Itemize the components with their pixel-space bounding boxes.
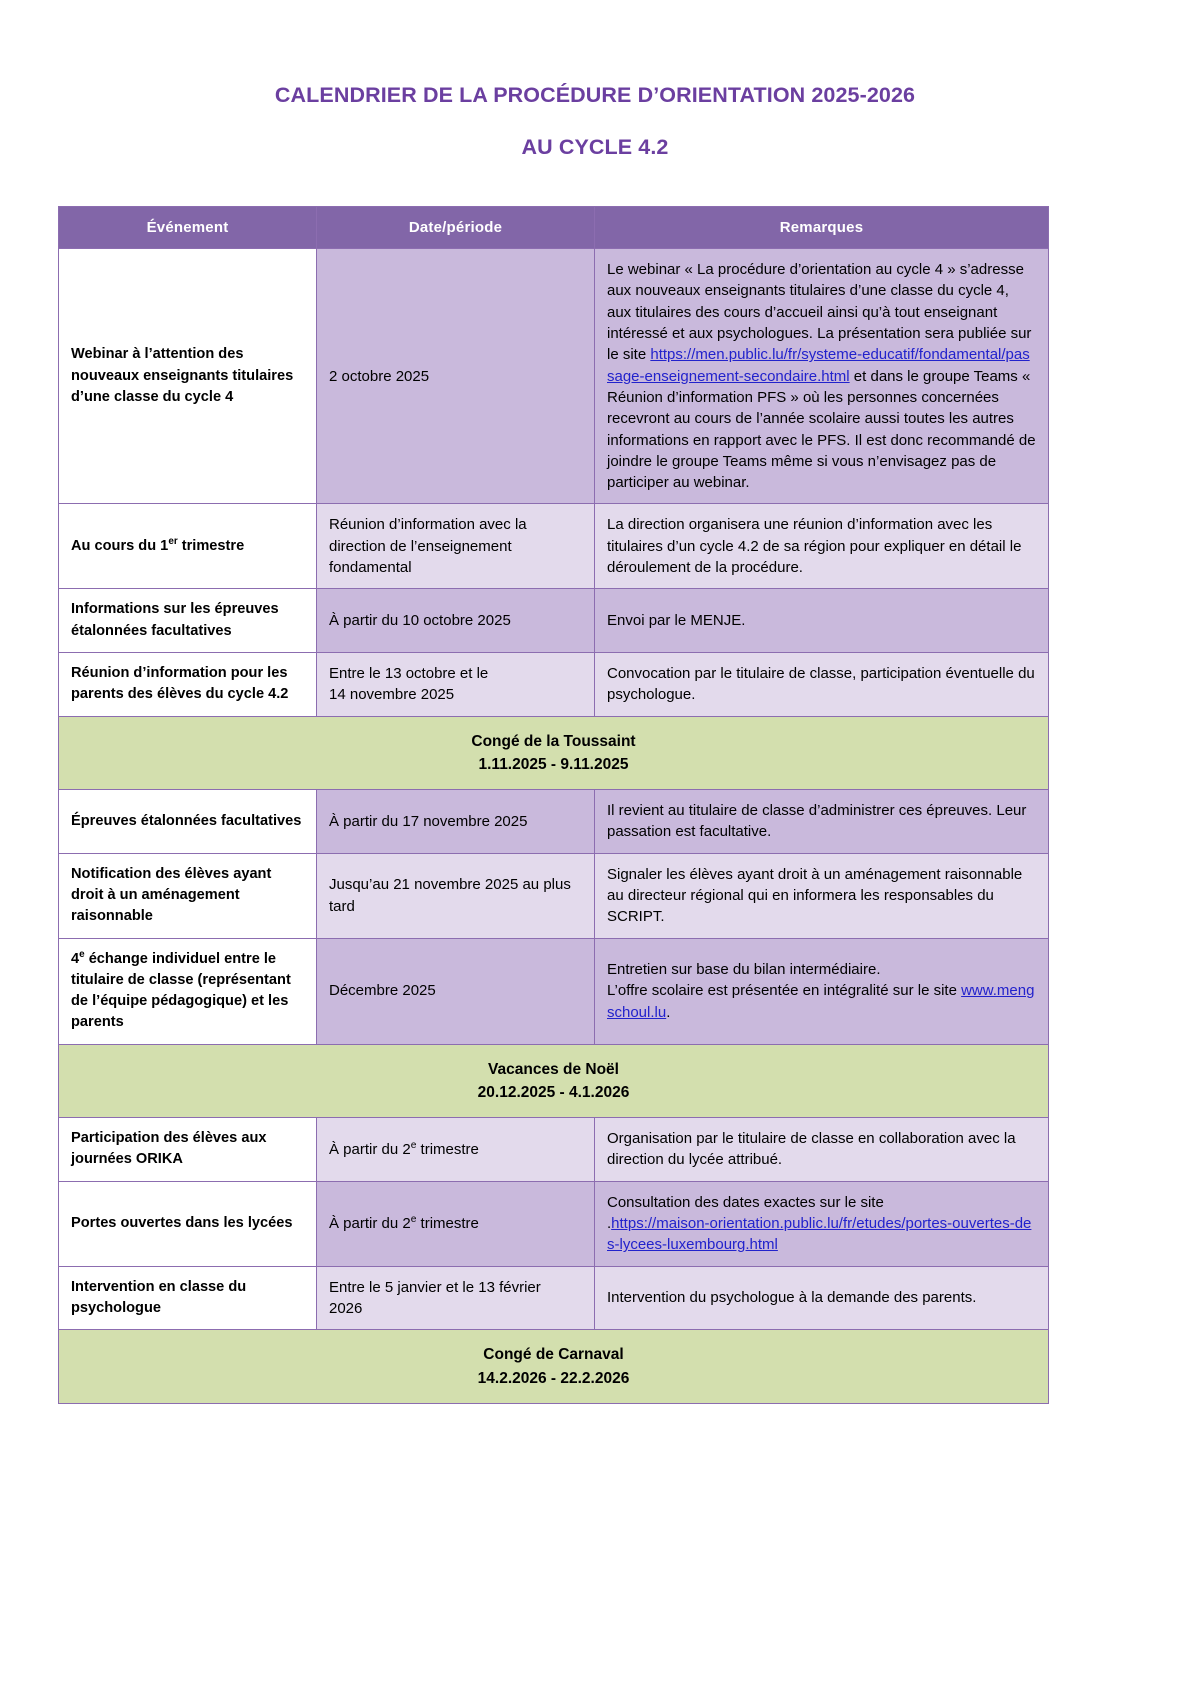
cell-event: Webinar à l’attention des nouveaux enseignants titulaires d’une classe du cycle 4 — [59, 249, 317, 504]
cell-remarks — [595, 1181, 1049, 1266]
cell-event: Au cours du 1er trimestre — [59, 504, 317, 589]
cell-remarks: Il revient au titulaire de classe d’administrer ces épreuves. Leur passation est facultative. — [595, 790, 1049, 854]
table-header-row — [59, 206, 1049, 248]
holiday-dates: 1.11.2025 - 9.11.2025 — [478, 755, 629, 773]
ordinal-suffix: e — [410, 1214, 417, 1226]
external-link[interactable]: www.mengschoul.lu — [607, 982, 1035, 1021]
table-row — [59, 249, 1049, 504]
holiday-banner-cell — [59, 716, 1049, 790]
remark-text: . — [666, 1003, 671, 1021]
cell-date: À partir du 17 novembre 2025 — [317, 790, 595, 854]
holiday-banner-cell — [59, 1044, 1049, 1118]
cell-event: Épreuves étalonnées facultatives — [59, 790, 317, 854]
ordinal-suffix: e — [79, 948, 85, 960]
cell-date: À partir du 2e trimestre — [317, 1181, 595, 1266]
remark-text: et dans le groupe Teams « Réunion d’information PFS » où les personnes concernées recevront au cours de l’année scolaire aussi toutes les autres informations en rapport avec le PFS. Il est donc recommandé de joindre le groupe Teams même si vous n’envisagez pas de participer au webinar. — [607, 367, 1036, 492]
column-header-date: Date/période — [317, 206, 595, 248]
page-subtitle: AU CYCLE 4.2 — [521, 134, 669, 159]
holiday-banner-row — [59, 1330, 1049, 1404]
table-row — [59, 1118, 1049, 1182]
cell-event: 4e échange individuel entre le titulaire de classe (représentant de l’équipe pédagogique) et les parents — [59, 938, 317, 1044]
page-title: CALENDRIER DE LA PROCÉDURE D’ORIENTATION 2025-2026 — [274, 83, 916, 107]
cell-date — [317, 1266, 595, 1330]
cell-date: À partir du 10 octobre 2025 — [317, 589, 595, 653]
date-line: Entre le 13 octobre et le — [329, 664, 489, 682]
table-row — [59, 589, 1049, 653]
external-link[interactable]: https://maison-orientation.public.lu/fr/etudes/portes-ouvertes-des-lycees-luxembourg.html — [607, 1215, 1032, 1254]
holiday-banner-row — [59, 716, 1049, 790]
cell-remarks — [595, 249, 1049, 504]
holiday-name: Congé de Carnaval — [483, 1346, 624, 1364]
cell-date: Décembre 2025 — [317, 938, 595, 1044]
remark-text: . — [607, 1215, 612, 1233]
remark-text: L’offre scolaire est présentée en intégralité sur le site — [607, 982, 962, 1000]
holiday-dates: 20.12.2025 - 4.1.2026 — [477, 1083, 630, 1101]
remark-text: La présentation sera publiée sur le site — [607, 325, 1032, 364]
cell-event: Portes ouvertes dans les lycées — [59, 1181, 317, 1266]
column-header-event: Événement — [59, 206, 317, 248]
cell-date: Réunion d’information avec la direction de l’enseignement fondamental — [317, 504, 595, 589]
holiday-dates: 14.2.2026 - 22.2.2026 — [477, 1369, 630, 1387]
cell-date: Jusqu’au 21 novembre 2025 au plus tard — [317, 853, 595, 938]
cell-event: Notification des élèves ayant droit à un aménagement raisonnable — [59, 853, 317, 938]
cell-event: Participation des élèves aux journées ORIKA — [59, 1118, 317, 1182]
cell-remarks: Signaler les élèves ayant droit à un aménagement raisonnable au directeur régional qui en informera les responsables du SCRIPT. — [595, 853, 1049, 938]
holiday-name: Congé de la Toussaint — [471, 732, 636, 750]
cell-remarks: Envoi par le MENJE. — [595, 589, 1049, 653]
date-line: Entre le 5 janvier et le 13 février — [329, 1278, 541, 1296]
table-body — [59, 249, 1049, 1404]
table-row — [59, 938, 1049, 1044]
table-row — [59, 652, 1049, 716]
external-link[interactable]: https://men.public.lu/fr/systeme-educatif/fondamental/passage-enseignement-secondaire.html — [607, 346, 1030, 385]
cell-remarks — [595, 938, 1049, 1044]
ordinal-suffix: er — [168, 535, 178, 547]
table-header — [59, 206, 1049, 248]
cell-date — [317, 652, 595, 716]
cell-date: 2 octobre 2025 — [317, 249, 595, 504]
column-header-remarks: Remarques — [595, 206, 1049, 248]
cell-event: Réunion d’information pour les parents des élèves du cycle 4.2 — [59, 652, 317, 716]
table-row — [59, 1181, 1049, 1266]
cell-remarks: La direction organisera une réunion d’information avec les titulaires d’un cycle 4.2 de sa région pour expliquer en détail le déroulement de la procédure. — [595, 504, 1049, 589]
orientation-calendar-table — [58, 206, 1049, 1404]
remark-text: Le webinar « La procédure d’orientation au cycle 4 » s’adresse aux nouveaux enseignants titulaires d’une classe du cycle 4, aux titulaires des cours d’accueil ainsi qu’à tout enseignant intéressé et aux psychologues. — [607, 261, 1024, 343]
table-row — [59, 853, 1049, 938]
holiday-banner-row — [59, 1044, 1049, 1118]
date-line: 2026 — [329, 1299, 363, 1317]
ordinal-suffix: e — [410, 1139, 417, 1151]
table-row — [59, 1266, 1049, 1330]
holiday-name: Vacances de Noël — [488, 1060, 619, 1078]
table-row — [59, 504, 1049, 589]
holiday-banner-cell — [59, 1330, 1049, 1404]
cell-remarks: Convocation par le titulaire de classe, participation éventuelle du psychologue. — [595, 652, 1049, 716]
date-line: 14 novembre 2025 — [329, 686, 455, 704]
remark-text: Consultation des dates exactes sur le site — [607, 1193, 884, 1211]
remark-text: Entretien sur base du bilan intermédiaire. — [607, 961, 881, 979]
table-row — [59, 790, 1049, 854]
cell-remarks: Organisation par le titulaire de classe en collaboration avec la direction du lycée attribué. — [595, 1118, 1049, 1182]
cell-remarks: Intervention du psychologue à la demande des parents. — [595, 1266, 1049, 1330]
cell-event: Intervention en classe du psychologue — [59, 1266, 317, 1330]
cell-event: Informations sur les épreuves étalonnées facultatives — [59, 589, 317, 653]
cell-date: À partir du 2e trimestre — [317, 1118, 595, 1182]
